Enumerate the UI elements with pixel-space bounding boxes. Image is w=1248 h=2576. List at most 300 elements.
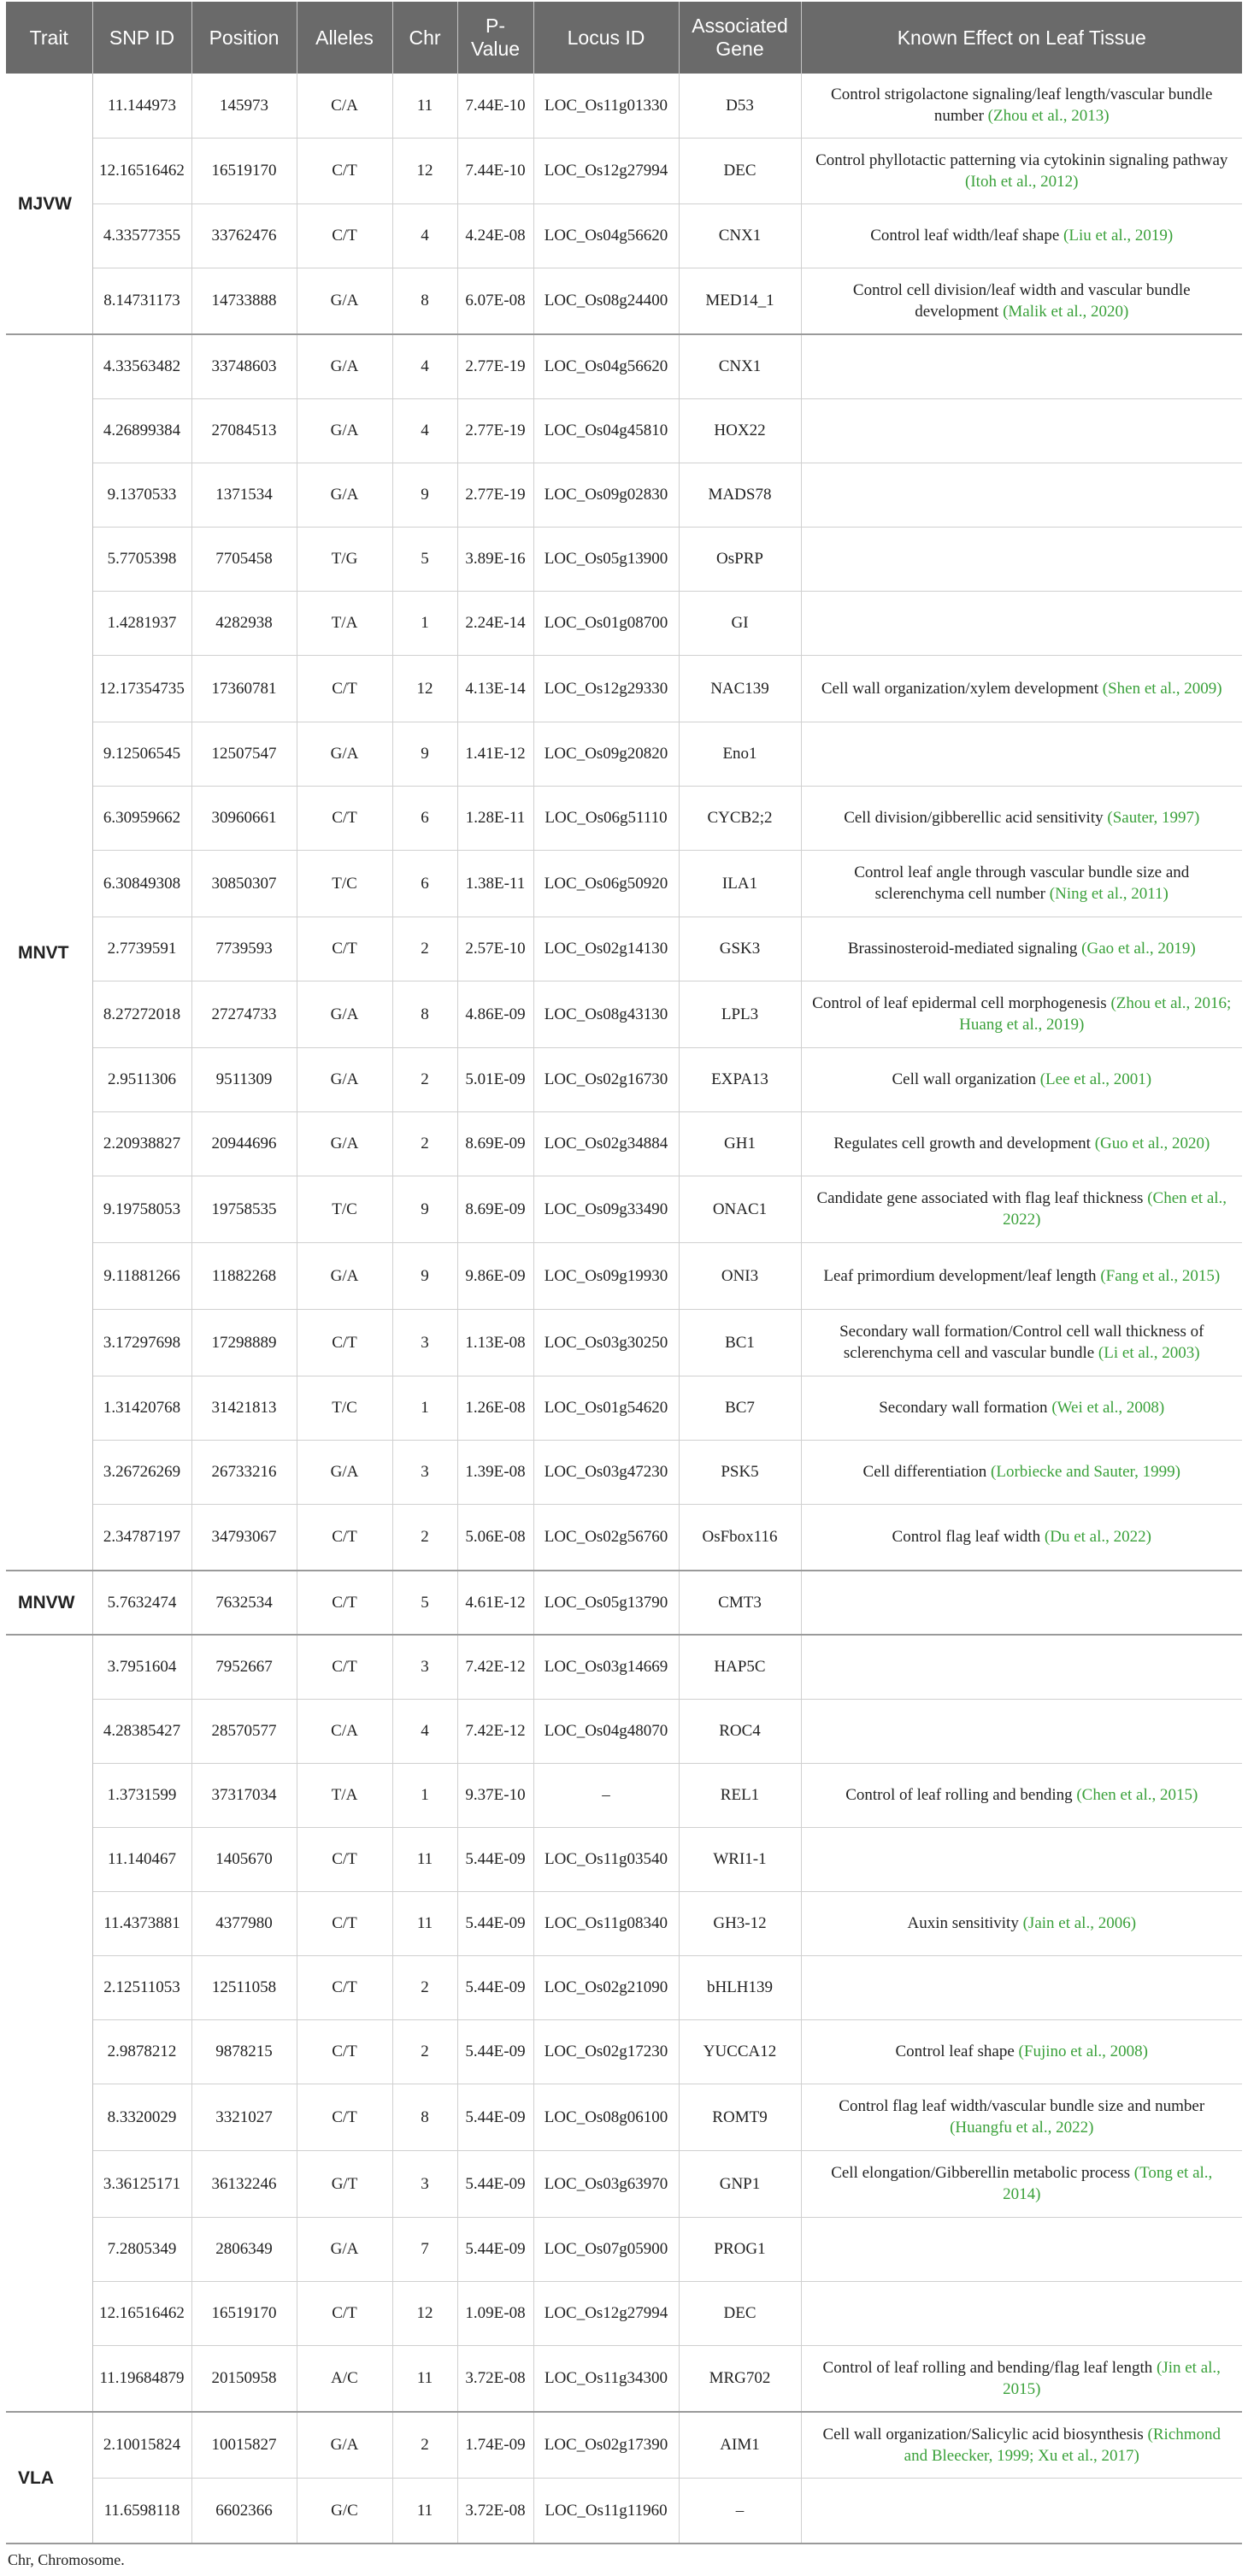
locus-id-cell: LOC_Os02g21090 bbox=[533, 1955, 679, 2019]
citation-link[interactable]: (Chen et al., 2015) bbox=[1076, 1786, 1198, 1804]
table-row bbox=[6, 1376, 1242, 1440]
position-cell: 19758535 bbox=[191, 1176, 297, 1242]
p-value-cell: 1.39E-08 bbox=[457, 1440, 533, 1504]
alleles-cell: C/T bbox=[297, 1309, 392, 1376]
table-row bbox=[6, 981, 1242, 1047]
p-value-cell: 2.57E-10 bbox=[457, 917, 533, 981]
effect-text: Cell differentiation bbox=[862, 1463, 992, 1481]
gene-cell: YUCCA12 bbox=[679, 2019, 801, 2084]
citation-link[interactable]: (Zhou et al., 2016; Huang et al., 2019) bbox=[959, 994, 1232, 1034]
p-value-cell: 4.61E-12 bbox=[457, 1571, 533, 1635]
known-effect-cell bbox=[801, 2281, 1242, 2345]
known-effect-cell bbox=[801, 2084, 1242, 2150]
position-cell: 28570577 bbox=[191, 1699, 297, 1763]
position-cell: 37317034 bbox=[191, 1763, 297, 1827]
gene-cell: OsPRP bbox=[679, 527, 801, 591]
p-value-cell: 5.44E-09 bbox=[457, 2217, 533, 2281]
citation-link[interactable]: (Malik et al., 2020) bbox=[1003, 302, 1129, 321]
gene-cell: D53 bbox=[679, 74, 801, 138]
header-associated-gene: Associated Gene bbox=[679, 2, 801, 74]
position-cell: 36132246 bbox=[191, 2150, 297, 2217]
trait-cell: VLA bbox=[6, 2412, 92, 2544]
p-value-cell: 5.44E-09 bbox=[457, 2150, 533, 2217]
gene-cell: OsFbox116 bbox=[679, 1504, 801, 1571]
header-snp-id: SNP ID bbox=[92, 2, 191, 74]
snp-id-cell: 12.16516462 bbox=[92, 138, 191, 203]
alleles-cell: C/T bbox=[297, 2281, 392, 2345]
known-effect-cell bbox=[801, 1309, 1242, 1376]
header-locus-id: Locus ID bbox=[533, 2, 679, 74]
snp-id-cell: 6.30849308 bbox=[92, 850, 191, 917]
citation-link[interactable]: (Fujino et al., 2008) bbox=[1018, 2043, 1148, 2060]
locus-id-cell: LOC_Os07g05900 bbox=[533, 2217, 679, 2281]
locus-id-cell: LOC_Os04g56620 bbox=[533, 203, 679, 268]
alleles-cell: C/T bbox=[297, 203, 392, 268]
citation-link[interactable]: (Li et al., 2003) bbox=[1098, 1344, 1200, 1362]
table-row bbox=[6, 1955, 1242, 2019]
table-row bbox=[6, 1827, 1242, 1891]
effect-text: Control leaf shape bbox=[895, 2043, 1019, 2060]
table-row bbox=[6, 591, 1242, 655]
position-cell: 16519170 bbox=[191, 138, 297, 203]
gene-cell: REL1 bbox=[679, 1763, 801, 1827]
known-effect-cell bbox=[801, 1176, 1242, 1242]
effect-text: Regulates cell growth and development bbox=[833, 1135, 1095, 1152]
p-value-cell: 1.13E-08 bbox=[457, 1309, 533, 1376]
trait-cell: MNVT bbox=[6, 334, 92, 1571]
table-row bbox=[6, 1699, 1242, 1763]
table-row bbox=[6, 1242, 1242, 1309]
gene-cell: PSK5 bbox=[679, 1440, 801, 1504]
chr-cell: 12 bbox=[392, 138, 457, 203]
table-row bbox=[6, 722, 1242, 786]
known-effect-cell bbox=[801, 1047, 1242, 1111]
snp-id-cell: 2.10015824 bbox=[92, 2412, 191, 2478]
alleles-cell: G/T bbox=[297, 2150, 392, 2217]
snp-id-cell: 12.16516462 bbox=[92, 2281, 191, 2345]
known-effect-cell bbox=[801, 1111, 1242, 1176]
position-cell: 10015827 bbox=[191, 2412, 297, 2478]
table-row bbox=[6, 203, 1242, 268]
gene-cell: MADS78 bbox=[679, 463, 801, 527]
gene-cell: ROC4 bbox=[679, 1699, 801, 1763]
locus-id-cell: LOC_Os01g54620 bbox=[533, 1376, 679, 1440]
chr-cell: 5 bbox=[392, 1571, 457, 1635]
footnote: Chr, Chromosome. bbox=[8, 2551, 125, 2568]
chr-cell: 1 bbox=[392, 591, 457, 655]
header-chr: Chr bbox=[392, 2, 457, 74]
p-value-cell: 5.44E-09 bbox=[457, 2084, 533, 2150]
position-cell: 33762476 bbox=[191, 203, 297, 268]
locus-id-cell: – bbox=[533, 1763, 679, 1827]
effect-text: Control of leaf rolling and bending/flag leaf length bbox=[822, 2358, 1157, 2377]
locus-id-cell: LOC_Os08g24400 bbox=[533, 268, 679, 334]
alleles-cell: C/T bbox=[297, 138, 392, 203]
alleles-cell: G/A bbox=[297, 722, 392, 786]
table-row bbox=[6, 917, 1242, 981]
known-effect-cell bbox=[801, 1376, 1242, 1440]
locus-id-cell: LOC_Os11g34300 bbox=[533, 2345, 679, 2412]
known-effect-cell bbox=[801, 268, 1242, 334]
effect-text: Control strigolactone signaling/leaf length/vascular bundle number bbox=[831, 85, 1213, 126]
gene-cell: GI bbox=[679, 591, 801, 655]
locus-id-cell: LOC_Os11g11960 bbox=[533, 2478, 679, 2544]
effect-text: Control flag leaf width/vascular bundle size and number bbox=[839, 2097, 1205, 2115]
alleles-cell: C/T bbox=[297, 1571, 392, 1635]
gene-cell: WRI1-1 bbox=[679, 1827, 801, 1891]
header-known-effect: Known Effect on Leaf Tissue bbox=[801, 2, 1242, 74]
snp-id-cell: 4.26899384 bbox=[92, 398, 191, 463]
gene-cell: CNX1 bbox=[679, 203, 801, 268]
citation-link[interactable]: (Guo et al., 2020) bbox=[1094, 1135, 1210, 1152]
table-row bbox=[6, 1176, 1242, 1242]
position-cell: 14733888 bbox=[191, 268, 297, 334]
alleles-cell: G/A bbox=[297, 1242, 392, 1309]
chr-cell: 1 bbox=[392, 1376, 457, 1440]
p-value-cell: 5.44E-09 bbox=[457, 1955, 533, 2019]
snp-id-cell: 5.7705398 bbox=[92, 527, 191, 591]
chr-cell: 8 bbox=[392, 2084, 457, 2150]
alleles-cell: C/T bbox=[297, 1955, 392, 2019]
position-cell: 16519170 bbox=[191, 2281, 297, 2345]
snp-id-cell: 4.33577355 bbox=[92, 203, 191, 268]
effect-text: Auxin sensitivity bbox=[907, 1914, 1023, 1932]
alleles-cell: G/C bbox=[297, 2478, 392, 2544]
citation-link[interactable]: (Du et al., 2022) bbox=[1044, 1528, 1151, 1547]
table-row bbox=[6, 463, 1242, 527]
snp-id-cell: 8.3320029 bbox=[92, 2084, 191, 2150]
table-row bbox=[6, 2019, 1242, 2084]
known-effect-cell bbox=[801, 2412, 1242, 2478]
position-cell: 33748603 bbox=[191, 334, 297, 398]
locus-id-cell: LOC_Os04g56620 bbox=[533, 334, 679, 398]
table-row bbox=[6, 850, 1242, 917]
snp-id-cell: 9.11881266 bbox=[92, 1242, 191, 1309]
position-cell: 30850307 bbox=[191, 850, 297, 917]
chr-cell: 3 bbox=[392, 1309, 457, 1376]
alleles-cell: G/A bbox=[297, 463, 392, 527]
position-cell: 7705458 bbox=[191, 527, 297, 591]
snp-id-cell: 11.144973 bbox=[92, 74, 191, 138]
alleles-cell: C/T bbox=[297, 1891, 392, 1955]
table-row bbox=[6, 1763, 1242, 1827]
gene-cell: Eno1 bbox=[679, 722, 801, 786]
position-cell: 17298889 bbox=[191, 1309, 297, 1376]
known-effect-cell bbox=[801, 2217, 1242, 2281]
p-value-cell: 2.24E-14 bbox=[457, 591, 533, 655]
table-row bbox=[6, 2412, 1242, 2478]
locus-id-cell: LOC_Os08g43130 bbox=[533, 981, 679, 1047]
citation-link[interactable]: (Richmond and Bleecker, 1999; Xu et al., 2017) bbox=[904, 2425, 1222, 2465]
gene-cell: bHLH139 bbox=[679, 1955, 801, 2019]
chr-cell: 3 bbox=[392, 2150, 457, 2217]
position-cell: 7952667 bbox=[191, 1635, 297, 1699]
alleles-cell: C/T bbox=[297, 917, 392, 981]
alleles-cell: T/A bbox=[297, 591, 392, 655]
p-value-cell: 5.44E-09 bbox=[457, 2019, 533, 2084]
gene-cell: MED14_1 bbox=[679, 268, 801, 334]
locus-id-cell: LOC_Os06g50920 bbox=[533, 850, 679, 917]
p-value-cell: 5.06E-08 bbox=[457, 1504, 533, 1571]
position-cell: 26733216 bbox=[191, 1440, 297, 1504]
locus-id-cell: LOC_Os03g14669 bbox=[533, 1635, 679, 1699]
position-cell: 20944696 bbox=[191, 1111, 297, 1176]
snp-id-cell: 11.6598118 bbox=[92, 2478, 191, 2544]
position-cell: 145973 bbox=[191, 74, 297, 138]
gene-cell: ONI3 bbox=[679, 1242, 801, 1309]
header-trait: Trait bbox=[6, 2, 92, 74]
p-value-cell: 1.28E-11 bbox=[457, 786, 533, 850]
effect-text: Cell division/gibberellic acid sensitivity bbox=[844, 809, 1108, 827]
known-effect-cell bbox=[801, 138, 1242, 203]
effect-text: Cell wall organization bbox=[892, 1070, 1040, 1088]
alleles-cell: G/A bbox=[297, 2217, 392, 2281]
alleles-cell: T/G bbox=[297, 527, 392, 591]
known-effect-cell bbox=[801, 398, 1242, 463]
position-cell: 30960661 bbox=[191, 786, 297, 850]
table-row bbox=[6, 2281, 1242, 2345]
snp-id-cell: 2.7739591 bbox=[92, 917, 191, 981]
citation-link[interactable]: (Wei et al., 2008) bbox=[1051, 1399, 1165, 1417]
known-effect-cell bbox=[801, 2019, 1242, 2084]
gene-cell: CYCB2;2 bbox=[679, 786, 801, 850]
alleles-cell: G/A bbox=[297, 981, 392, 1047]
citation-link[interactable]: (Tong et al., 2014) bbox=[1003, 2164, 1213, 2203]
table-row bbox=[6, 2345, 1242, 2412]
table-row bbox=[6, 655, 1242, 722]
table-row bbox=[6, 527, 1242, 591]
position-cell: 6602366 bbox=[191, 2478, 297, 2544]
gene-cell: DEC bbox=[679, 138, 801, 203]
effect-text: Control leaf width/leaf shape bbox=[870, 227, 1064, 245]
snp-id-cell: 11.140467 bbox=[92, 1827, 191, 1891]
effect-text: Cell wall organization/xylem development bbox=[821, 679, 1103, 698]
position-cell: 1371534 bbox=[191, 463, 297, 527]
known-effect-cell bbox=[801, 527, 1242, 591]
locus-id-cell: LOC_Os02g14130 bbox=[533, 917, 679, 981]
alleles-cell: C/T bbox=[297, 1827, 392, 1891]
position-cell: 31421813 bbox=[191, 1376, 297, 1440]
p-value-cell: 7.44E-10 bbox=[457, 74, 533, 138]
citation-link[interactable]: (Chen et al., 2022) bbox=[1003, 1189, 1227, 1229]
alleles-cell: T/C bbox=[297, 1176, 392, 1242]
citation-link[interactable]: (Shen et al., 2009) bbox=[1102, 679, 1222, 698]
p-value-cell: 1.09E-08 bbox=[457, 2281, 533, 2345]
position-cell: 4377980 bbox=[191, 1891, 297, 1955]
known-effect-cell bbox=[801, 2150, 1242, 2217]
effect-text: Cell elongation/Gibberellin metabolic process bbox=[831, 2164, 1134, 2182]
citation-link[interactable]: (Jin et al., 2015) bbox=[1003, 2358, 1221, 2398]
locus-id-cell: LOC_Os09g19930 bbox=[533, 1242, 679, 1309]
table-row bbox=[6, 138, 1242, 203]
gene-cell: DEC bbox=[679, 2281, 801, 2345]
table-row bbox=[6, 398, 1242, 463]
chr-cell: 4 bbox=[392, 1699, 457, 1763]
known-effect-cell bbox=[801, 1635, 1242, 1699]
locus-id-cell: LOC_Os02g56760 bbox=[533, 1504, 679, 1571]
chr-cell: 3 bbox=[392, 1440, 457, 1504]
snp-id-cell: 12.17354735 bbox=[92, 655, 191, 722]
snp-id-cell: 11.4373881 bbox=[92, 1891, 191, 1955]
chr-cell: 9 bbox=[392, 722, 457, 786]
gene-cell: GH1 bbox=[679, 1111, 801, 1176]
header-row bbox=[6, 2, 1242, 74]
gene-cell: GH3-12 bbox=[679, 1891, 801, 1955]
known-effect-cell bbox=[801, 1242, 1242, 1309]
header-alleles: Alleles bbox=[297, 2, 392, 74]
citation-link[interactable]: (Sauter, 1997) bbox=[1107, 809, 1200, 827]
locus-id-cell: LOC_Os09g02830 bbox=[533, 463, 679, 527]
position-cell: 4282938 bbox=[191, 591, 297, 655]
gene-cell: LPL3 bbox=[679, 981, 801, 1047]
snp-id-cell: 8.14731173 bbox=[92, 268, 191, 334]
chr-cell: 8 bbox=[392, 981, 457, 1047]
known-effect-cell bbox=[801, 850, 1242, 917]
alleles-cell: G/A bbox=[297, 334, 392, 398]
chr-cell: 9 bbox=[392, 1176, 457, 1242]
known-effect-cell bbox=[801, 2345, 1242, 2412]
p-value-cell: 7.42E-12 bbox=[457, 1635, 533, 1699]
chr-cell: 5 bbox=[392, 527, 457, 591]
snp-id-cell: 5.7632474 bbox=[92, 1571, 191, 1635]
known-effect-cell bbox=[801, 1440, 1242, 1504]
table-row bbox=[6, 1309, 1242, 1376]
citation-link[interactable]: (Huangfu et al., 2022) bbox=[950, 2119, 1094, 2137]
table-row bbox=[6, 1504, 1242, 1571]
citation-link[interactable]: (Lee et al., 2001) bbox=[1039, 1070, 1152, 1088]
alleles-cell: G/A bbox=[297, 2412, 392, 2478]
gene-cell: BC7 bbox=[679, 1376, 801, 1440]
chr-cell: 2 bbox=[392, 1504, 457, 1571]
locus-id-cell: LOC_Os03g30250 bbox=[533, 1309, 679, 1376]
table-row bbox=[6, 1111, 1242, 1176]
effect-text: Control leaf angle through vascular bundle size and sclerenchyma cell number bbox=[854, 864, 1190, 903]
locus-id-cell: LOC_Os08g06100 bbox=[533, 2084, 679, 2150]
chr-cell: 2 bbox=[392, 1955, 457, 2019]
citation-link[interactable]: (Ning et al., 2011) bbox=[1049, 885, 1169, 903]
gene-cell: PROG1 bbox=[679, 2217, 801, 2281]
p-value-cell: 5.01E-09 bbox=[457, 1047, 533, 1111]
chr-cell: 11 bbox=[392, 2345, 457, 2412]
known-effect-cell bbox=[801, 1891, 1242, 1955]
snp-id-cell: 9.12506545 bbox=[92, 722, 191, 786]
gene-cell: GNP1 bbox=[679, 2150, 801, 2217]
alleles-cell: G/A bbox=[297, 1440, 392, 1504]
gene-cell: NAC139 bbox=[679, 655, 801, 722]
locus-id-cell: LOC_Os06g51110 bbox=[533, 786, 679, 850]
gene-cell: ROMT9 bbox=[679, 2084, 801, 2150]
citation-link[interactable]: (Lorbiecke and Sauter, 1999) bbox=[991, 1463, 1180, 1481]
gene-cell: CNX1 bbox=[679, 334, 801, 398]
locus-id-cell: LOC_Os12g27994 bbox=[533, 2281, 679, 2345]
citation-link[interactable]: (Zhou et al., 2013) bbox=[987, 107, 1110, 126]
p-value-cell: 6.07E-08 bbox=[457, 268, 533, 334]
snp-id-cell: 2.20938827 bbox=[92, 1111, 191, 1176]
position-cell: 9511309 bbox=[191, 1047, 297, 1111]
table-row bbox=[6, 334, 1242, 398]
chr-cell: 4 bbox=[392, 203, 457, 268]
table-row bbox=[6, 268, 1242, 334]
chr-cell: 7 bbox=[392, 2217, 457, 2281]
chr-cell: 6 bbox=[392, 786, 457, 850]
chr-cell: 9 bbox=[392, 1242, 457, 1309]
gene-cell: AIM1 bbox=[679, 2412, 801, 2478]
effect-text: Control cell division/leaf width and vascular bundle development bbox=[852, 280, 1191, 321]
position-cell: 7739593 bbox=[191, 917, 297, 981]
snp-id-cell: 2.12511053 bbox=[92, 1955, 191, 2019]
p-value-cell: 1.41E-12 bbox=[457, 722, 533, 786]
citation-link[interactable]: (Gao et al., 2019) bbox=[1081, 940, 1196, 958]
p-value-cell: 9.37E-10 bbox=[457, 1763, 533, 1827]
alleles-cell: T/A bbox=[297, 1763, 392, 1827]
known-effect-cell bbox=[801, 591, 1242, 655]
citation-link[interactable]: (Jain et al., 2006) bbox=[1022, 1914, 1137, 1932]
snp-id-cell: 1.31420768 bbox=[92, 1376, 191, 1440]
known-effect-cell bbox=[801, 1571, 1242, 1635]
p-value-cell: 3.89E-16 bbox=[457, 527, 533, 591]
alleles-cell: G/A bbox=[297, 398, 392, 463]
snp-id-cell: 2.34787197 bbox=[92, 1504, 191, 1571]
known-effect-cell bbox=[801, 1955, 1242, 2019]
snp-id-cell: 4.28385427 bbox=[92, 1699, 191, 1763]
position-cell: 7632534 bbox=[191, 1571, 297, 1635]
table-body bbox=[6, 74, 1242, 2544]
trait-cell bbox=[6, 1635, 92, 2412]
effect-text: Candidate gene associated with flag leaf thickness bbox=[816, 1189, 1148, 1207]
chr-cell: 4 bbox=[392, 398, 457, 463]
snp-id-cell: 8.27272018 bbox=[92, 981, 191, 1047]
known-effect-cell bbox=[801, 981, 1242, 1047]
table-row bbox=[6, 1047, 1242, 1111]
gene-cell: GSK3 bbox=[679, 917, 801, 981]
locus-id-cell: LOC_Os03g63970 bbox=[533, 2150, 679, 2217]
table-row bbox=[6, 2150, 1242, 2217]
p-value-cell: 2.77E-19 bbox=[457, 463, 533, 527]
position-cell: 27274733 bbox=[191, 981, 297, 1047]
snp-table bbox=[6, 2, 1242, 2544]
position-cell: 3321027 bbox=[191, 2084, 297, 2150]
alleles-cell: T/C bbox=[297, 1376, 392, 1440]
p-value-cell: 5.44E-09 bbox=[457, 1891, 533, 1955]
citation-link[interactable]: (Liu et al., 2019) bbox=[1063, 227, 1174, 245]
chr-cell: 1 bbox=[392, 1763, 457, 1827]
citation-link[interactable]: (Fang et al., 2015) bbox=[1100, 1266, 1221, 1285]
locus-id-cell: LOC_Os02g17390 bbox=[533, 2412, 679, 2478]
chr-cell: 3 bbox=[392, 1635, 457, 1699]
alleles-cell: C/A bbox=[297, 1699, 392, 1763]
p-value-cell: 4.13E-14 bbox=[457, 655, 533, 722]
alleles-cell: T/C bbox=[297, 850, 392, 917]
known-effect-cell bbox=[801, 1827, 1242, 1891]
locus-id-cell: LOC_Os11g08340 bbox=[533, 1891, 679, 1955]
gene-cell: – bbox=[679, 2478, 801, 2544]
chr-cell: 11 bbox=[392, 1827, 457, 1891]
snp-id-cell: 1.4281937 bbox=[92, 591, 191, 655]
citation-link[interactable]: (Itoh et al., 2012) bbox=[965, 172, 1079, 191]
known-effect-cell bbox=[801, 463, 1242, 527]
gene-cell: ONAC1 bbox=[679, 1176, 801, 1242]
effect-text: Control phyllotactic patterning via cytokinin signaling pathway bbox=[815, 150, 1228, 169]
p-value-cell: 4.86E-09 bbox=[457, 981, 533, 1047]
chr-cell: 11 bbox=[392, 2478, 457, 2544]
effect-text: Cell wall organization/Salicylic acid biosynthesis bbox=[822, 2425, 1148, 2443]
alleles-cell: C/T bbox=[297, 2019, 392, 2084]
effect-text: Control of leaf rolling and bending bbox=[845, 1786, 1077, 1804]
locus-id-cell: LOC_Os03g47230 bbox=[533, 1440, 679, 1504]
snp-id-cell: 6.30959662 bbox=[92, 786, 191, 850]
alleles-cell: C/T bbox=[297, 655, 392, 722]
gene-cell: MRG702 bbox=[679, 2345, 801, 2412]
